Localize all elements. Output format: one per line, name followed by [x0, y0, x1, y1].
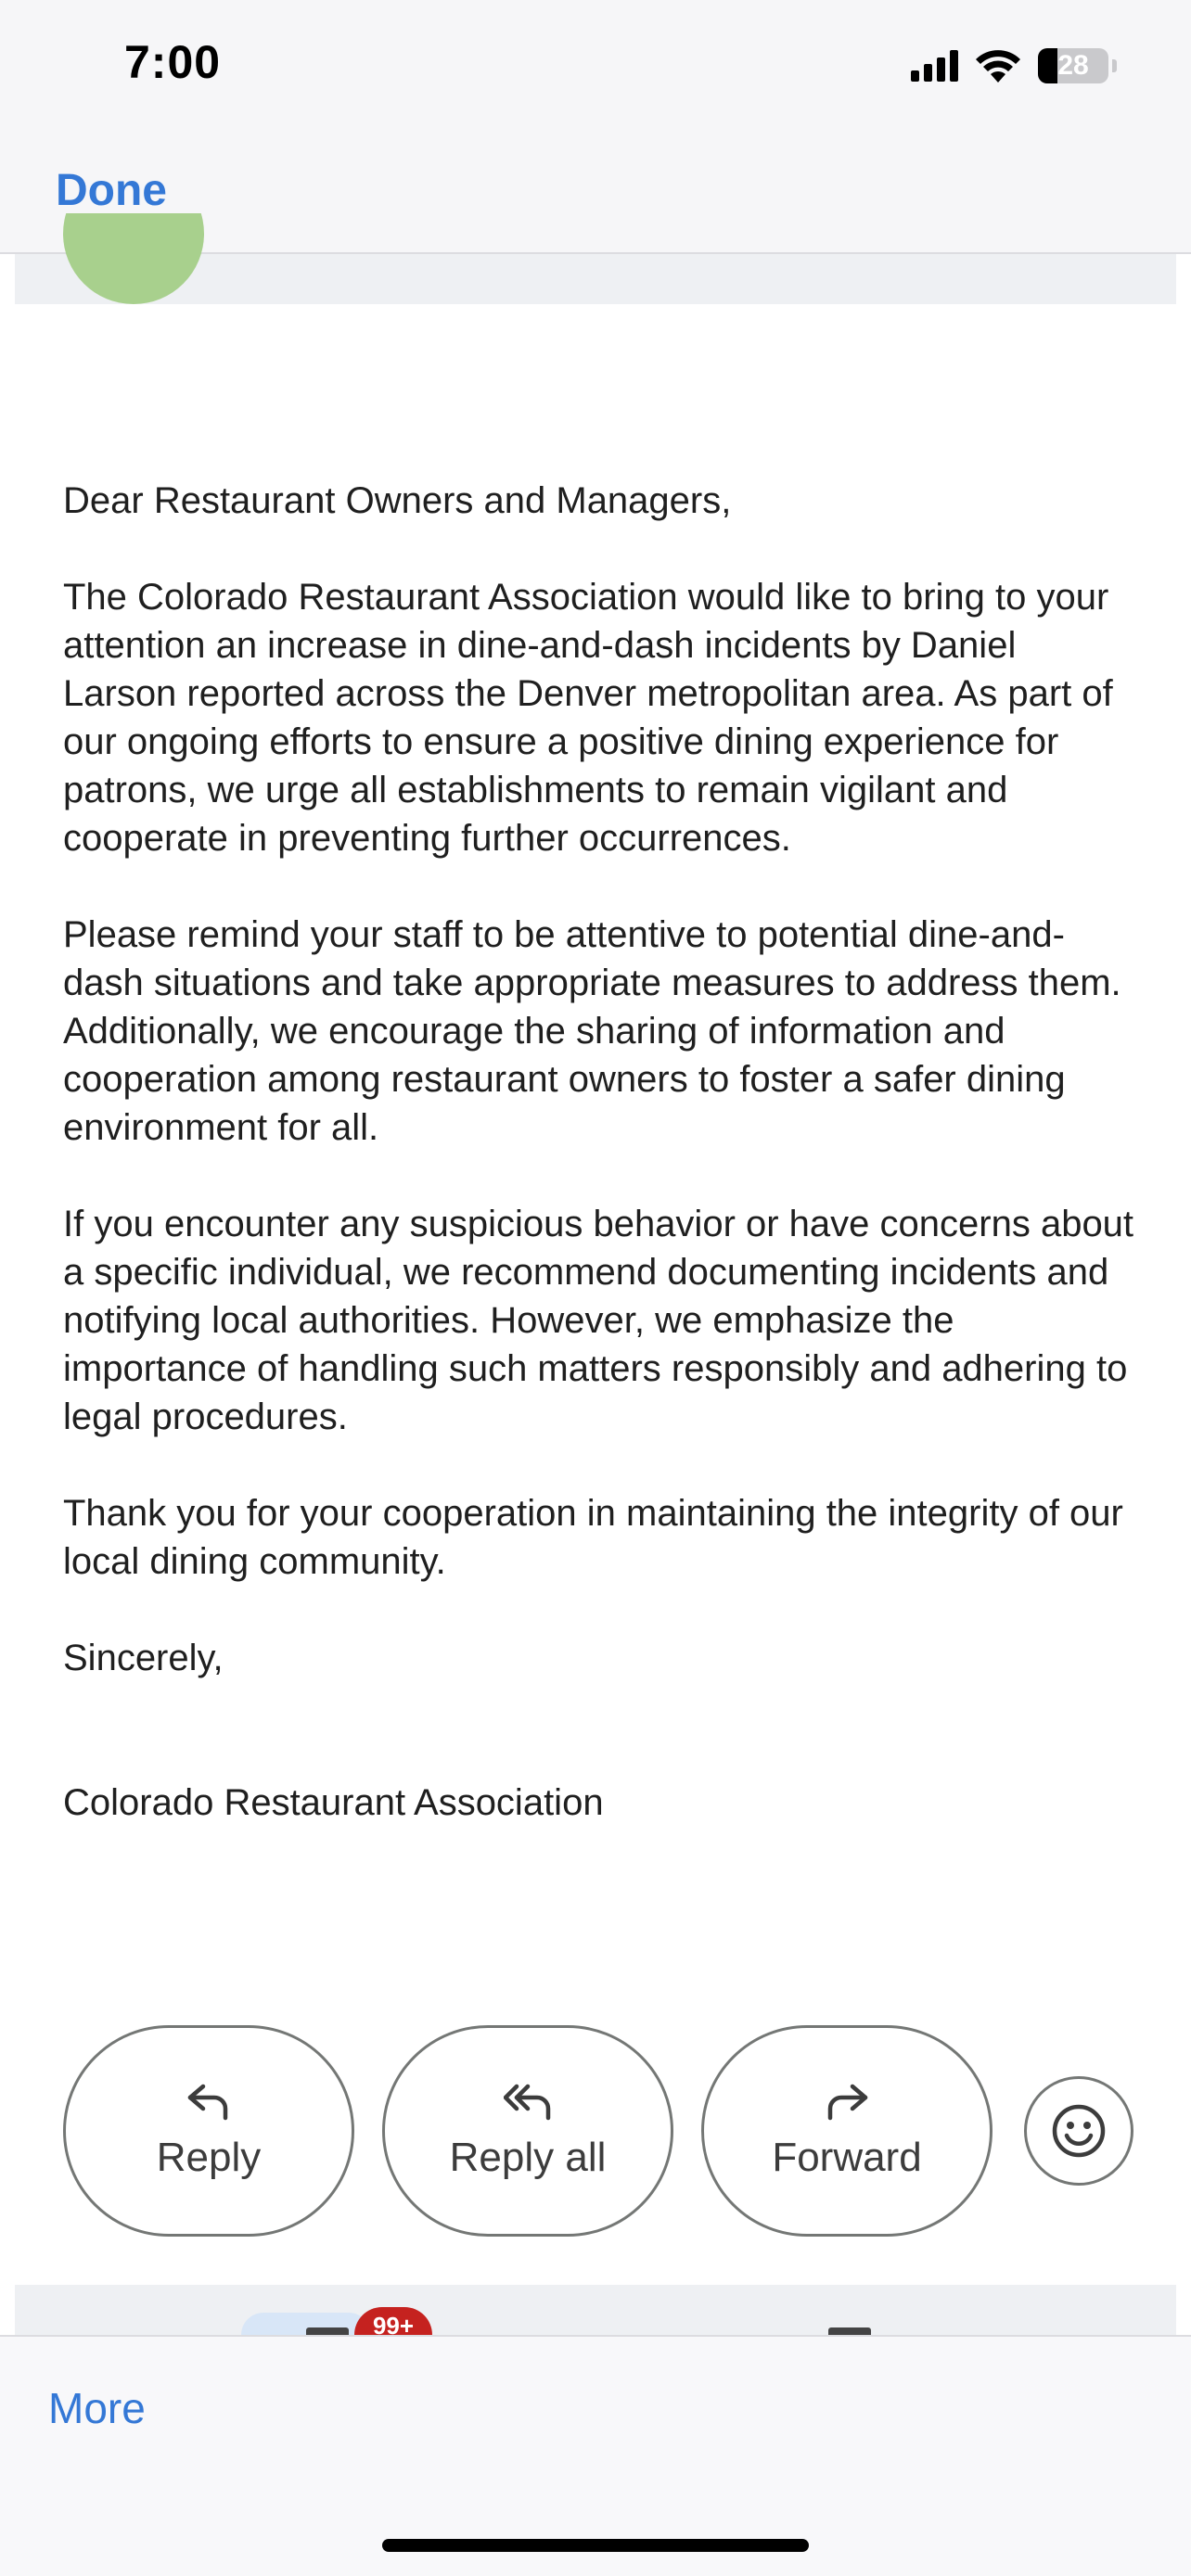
forward-button[interactable] [701, 2025, 992, 2237]
email-greeting: Dear Restaurant Owners and Managers, [63, 480, 732, 521]
done-button[interactable]: Done [56, 166, 167, 215]
email-action-row [63, 2025, 1133, 2237]
reply-icon [185, 2081, 233, 2122]
reply-label: Reply [156, 2135, 262, 2180]
status-icons [911, 43, 1117, 89]
battery-level: 28 [1057, 50, 1089, 81]
status-time: 7:00 [124, 36, 222, 88]
mail-tab-icon [306, 2327, 349, 2335]
reply-all-label: Reply all [449, 2135, 607, 2180]
smiley-icon [1051, 2103, 1107, 2159]
reply-button[interactable] [63, 2025, 354, 2237]
email-paragraph-3: If you encounter any suspicious behavior or have concerns about a specific individual, we recommend documenting incidents and notifying local authorities. However, we emphasize the importance of handling such matters responsibly and adhering to legal procedures. [63, 1204, 1134, 1437]
reply-all-button[interactable] [382, 2025, 673, 2237]
home-indicator [382, 2539, 809, 2552]
unread-badge: 99+ [354, 2307, 432, 2335]
email-paragraph-2: Please remind your staff to be attentive to potential dine-and-dash situations and take appropriate measures to address them. Additionally, we encourage the sharing of information and cooperation among restaurant owners to foster a safer dining environment for all. [63, 914, 1121, 1148]
email-body [63, 477, 1139, 1875]
email-closing: Sincerely, [63, 1638, 224, 1678]
avatar-circle [63, 213, 204, 304]
sender-avatar[interactable] [63, 213, 204, 326]
bottom-tab-strip [15, 2285, 1176, 2335]
email-paragraph-1: The Colorado Restaurant Association would like to bring to your attention an increase in dine-and-dash incidents by Daniel Larson reported across the Denver metropolitan area. As part of our ongoing efforts to ensure a positive dining experience for patrons, we urge all establishments to remain vigilant and cooperate in preventing further occurrences. [63, 577, 1113, 859]
cellular-signal-icon [911, 50, 958, 82]
battery-icon [1038, 48, 1108, 83]
emoji-reaction-button[interactable] [1024, 2076, 1133, 2186]
meet-tab-icon [828, 2327, 871, 2335]
reply-all-icon [504, 2081, 552, 2122]
battery-cap [1112, 59, 1117, 72]
forward-label: Forward [772, 2135, 922, 2180]
wifi-icon [973, 47, 1023, 84]
more-button[interactable]: More [48, 2384, 146, 2432]
email-paragraph-4: Thank you for your cooperation in maintaining the integrity of our local dining community. [63, 1493, 1123, 1582]
email-signature: Colorado Restaurant Association [63, 1782, 604, 1823]
forward-icon [823, 2081, 871, 2122]
